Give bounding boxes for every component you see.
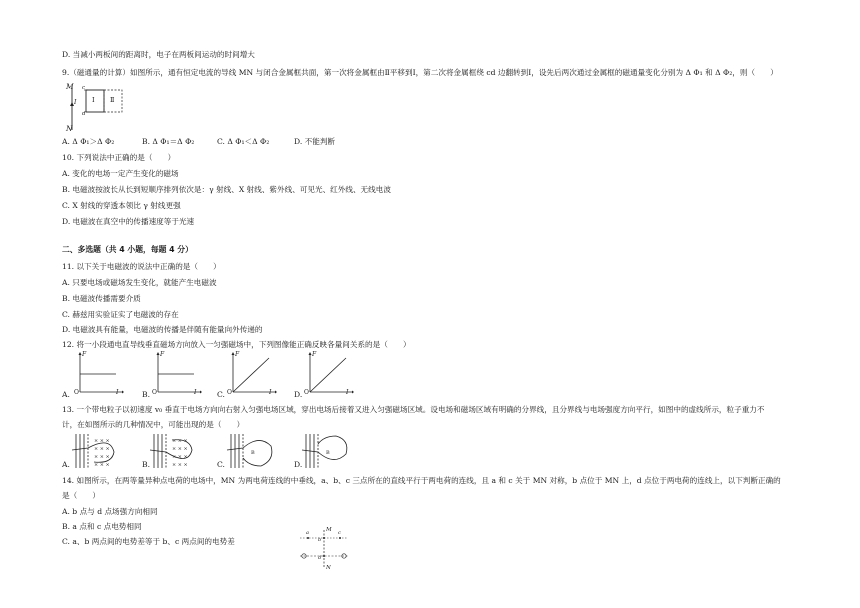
q13-option-c: C. <box>217 460 225 469</box>
svg-text:× × ×: × × × <box>94 446 110 452</box>
q12d-label-b: F <box>312 351 317 358</box>
q12-graph-b <box>150 352 202 396</box>
q12c-label-i: I <box>269 389 272 396</box>
q12c-label-f: F <box>235 351 240 358</box>
q12b-label-o: O <box>152 389 157 396</box>
q12-option-d: D. <box>294 390 303 399</box>
q14-label-d: d <box>318 555 322 561</box>
q14-option-b: B. a 点和 c 点电势相同 <box>62 522 142 531</box>
q12-stem: 12. 将一小段通电直导线垂直磁场方向放入一匀强磁场中，下列图像能正确反映各量间关系的是（ ） <box>62 340 411 349</box>
q14-label-b: b <box>318 537 322 543</box>
svg-text:× × ×: × × × <box>172 462 188 468</box>
q12b-label-i: I <box>194 389 197 396</box>
q14-label-n: N <box>326 565 331 571</box>
q10-option-c: C. X 射线的穿透本领比 γ 射线更强 <box>62 201 181 210</box>
q12a-label-o: O <box>74 389 79 396</box>
q14-option-c: C. a、b 两点间的电势差等于 b、c 两点间的电势差 <box>62 537 235 546</box>
q9-label-c: c <box>82 85 86 91</box>
svg-text:× × ×: × × × <box>172 438 188 444</box>
q9-option-d: D. 不能判断 <box>294 137 336 146</box>
q12-option-a: A. <box>62 390 70 399</box>
q9-option-a: A. Δ Φ₁＞Δ Φ₂ <box>62 137 115 146</box>
q12-graph-d <box>302 352 354 396</box>
q14-stem-line1: 14. 如图所示，在两等量异种点电荷的电场中，MN 为两电荷连线的中垂线，a、b、c 三点所在的直线平行于两电荷的连线，且 a 和 c 关于 MN 对称，b 点位于 MN 上，d 点位于两电荷的连线上，以下判断正确的 <box>62 476 781 485</box>
q14-label-m: M <box>326 527 332 533</box>
svg-text:B: B <box>326 450 330 456</box>
q11-option-b: B. 电磁波传播需要介质 <box>62 294 141 303</box>
q9-option-b: B. Δ Φ₁＝Δ Φ₂ <box>142 137 195 146</box>
q9-label-d: d <box>82 111 86 117</box>
q9-label-region1: Ⅰ <box>92 96 95 104</box>
q12-graph-c <box>225 352 277 396</box>
svg-text:× × ×: × × × <box>94 462 110 468</box>
q10-option-a: A. 变化的电场一定产生变化的磁场 <box>62 169 179 178</box>
q8-option-d: D. 当减小两板间的距离时，电子在两板间运动的时间增大 <box>62 50 255 59</box>
q12a-label-i: I <box>116 389 119 396</box>
q11-option-d: D. 电磁波具有能量，电磁波的传播是伴随有能量向外传递的 <box>62 325 263 334</box>
q14-figure <box>294 528 354 572</box>
q10-option-d: D. 电磁波在真空中的传播速度等于光速 <box>62 217 195 226</box>
q12b-label-f: F <box>160 351 165 358</box>
svg-text:× × ×: × × × <box>172 446 188 452</box>
q9-stem: 9.（磁通量的计算）如图所示，通有恒定电流的导线 MN 与闭合金属框共面，第一次将金属框由Ⅱ平移到Ⅰ，第二次将金属框绕 cd 边翻转到Ⅰ，设先后两次通过金属框的磁通量变化分别为 Δ Φ₁ 和 Δ Φ₂，则（ ） <box>62 68 778 77</box>
q14-label-c: c <box>338 530 341 536</box>
q10-stem: 10. 下列说法中正确的是（ ） <box>62 153 176 162</box>
section-heading: 二、多选题（共 4 小题，每题 4 分） <box>62 245 193 254</box>
q13-stem-line2: 计，在如图所示的几种情况中，可能出现的是（ ） <box>62 420 245 429</box>
q12d-label-o: O <box>304 389 309 396</box>
svg-text:B: B <box>251 450 255 456</box>
q9-label-region2: Ⅱ <box>110 96 115 104</box>
q13-stem-line1: 13. 一个带电粒子以初速度 v₀ 垂直于电场方向向右射入匀强电场区域，穿出电场后接着又进入匀强磁场区域。设电场和磁场区域有明确的分界线，且分界线与电场强度方向平行，如图中的虚线所示，粒子重力不 <box>62 405 765 414</box>
svg-text:× × ×: × × × <box>94 438 110 444</box>
q10-option-b: B. 电磁波按波长从长到短顺序排列依次是：γ 射线、X 射线、紫外线、可见光、红外线、无线电波 <box>62 185 391 194</box>
q12-option-c: C. <box>217 390 225 399</box>
q12-graph-a <box>72 352 124 396</box>
q14-label-a: a <box>306 530 309 536</box>
q14-stem-line2: 是（ ） <box>62 491 100 500</box>
q11-option-c: C. 赫兹用实验证实了电磁波的存在 <box>62 310 179 319</box>
q12d-label-i: I <box>346 389 349 396</box>
q11-stem: 11. 以下关于电磁波的说法中正确的是（ ） <box>62 262 221 271</box>
q9-label-n: N <box>66 124 73 133</box>
q9-options <box>62 137 822 147</box>
svg-text:× × ×: × × × <box>172 454 188 460</box>
q13-option-a: A. <box>62 460 70 469</box>
q13-options <box>62 460 822 470</box>
q9-label-m: M <box>66 82 74 91</box>
q11-option-a: A. 只要电场或磁场发生变化，就能产生电磁波 <box>62 278 217 287</box>
q9-figure <box>64 82 134 132</box>
svg-text:× × ×: × × × <box>94 454 110 460</box>
q12a-label-f: F <box>82 351 87 358</box>
q9-option-c: C. Δ Φ₁＜Δ Φ₂ <box>217 137 270 146</box>
q13-option-d: D. <box>294 460 303 469</box>
q12-option-b: B. <box>142 390 150 399</box>
q9-label-i: I <box>74 99 77 106</box>
q12c-label-o: O <box>227 389 232 396</box>
q14-option-a: A. b 点与 d 点场强方向相同 <box>62 507 158 516</box>
q13-option-b: B. <box>142 460 150 469</box>
